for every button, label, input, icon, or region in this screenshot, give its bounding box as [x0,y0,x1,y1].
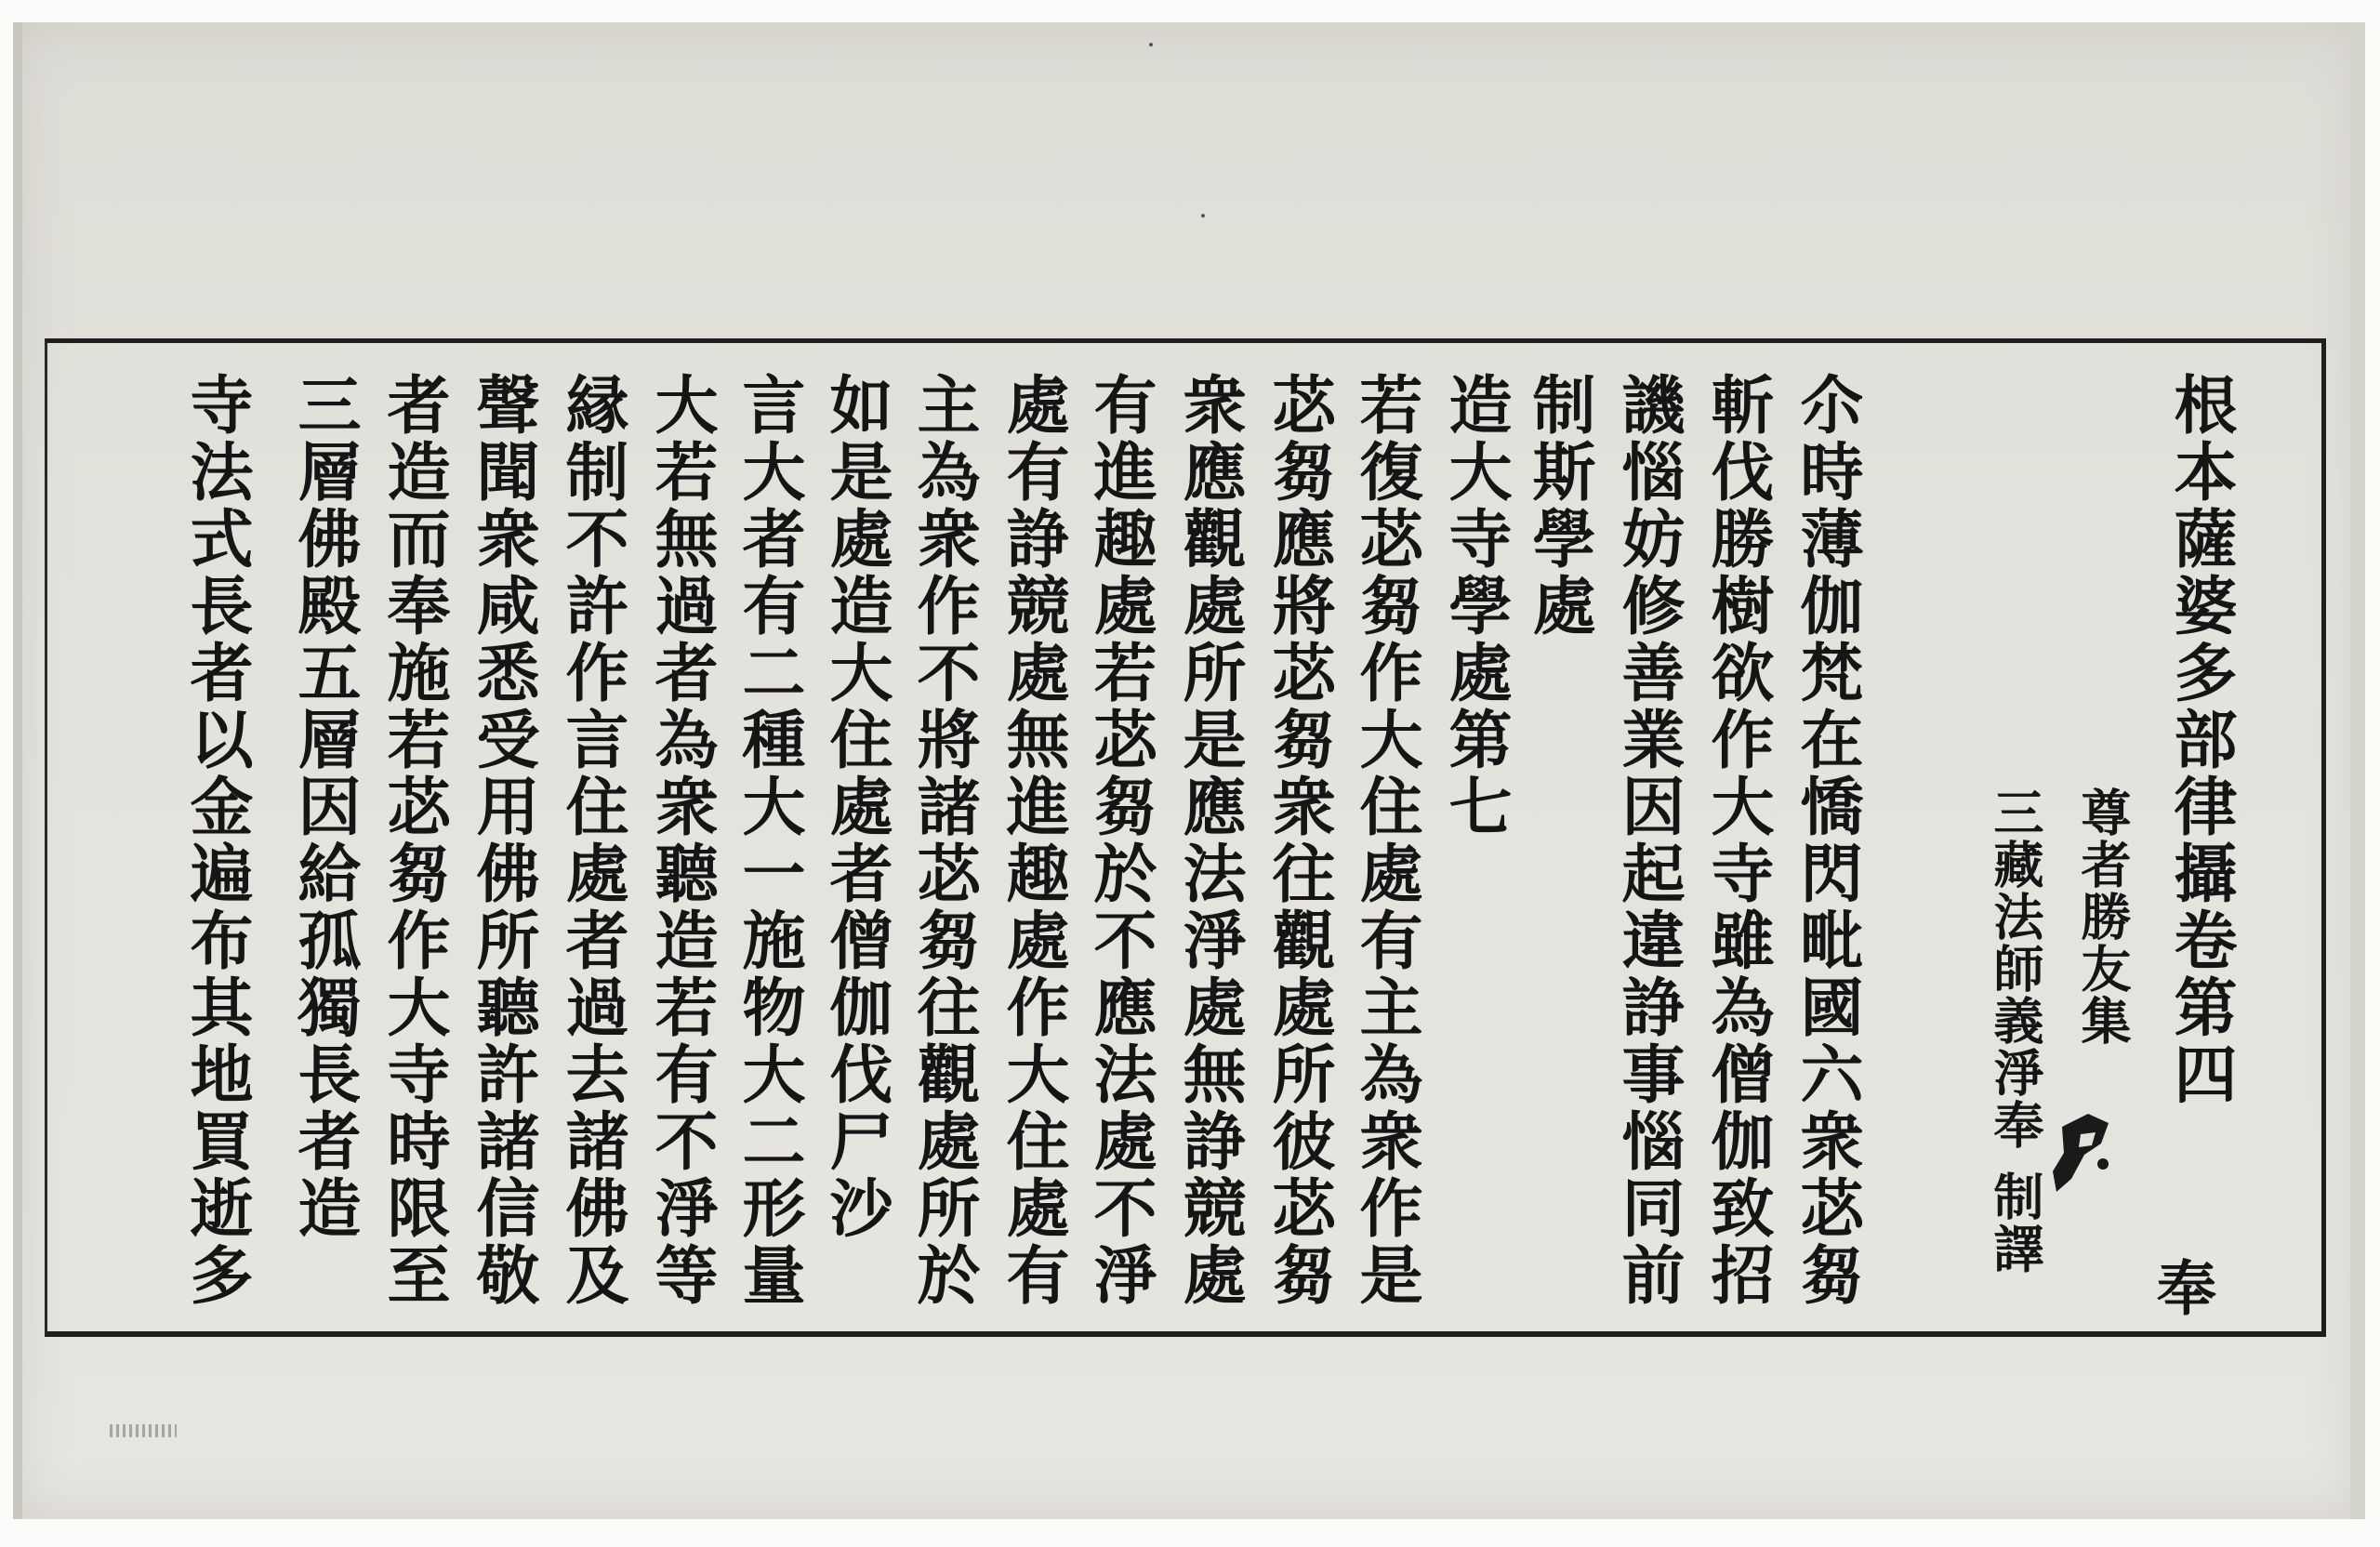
text-column-15: 聲聞衆咸悉受用佛所聽許諸信敬 [466,372,540,1309]
closing-character: 奉 [2147,1257,2216,1316]
section-heading-column: 造大寺學處第七 [1438,372,1513,840]
text-column-12: 言大者有二種大一施物大二形量 [732,372,806,1309]
text-column-4: 制斯學處 [1522,372,1596,640]
text-column-14: 縁制不許作言住處者過去諸佛及 [555,372,629,1309]
seal-mark [2043,1106,2120,1199]
ink-smudge [110,1424,177,1437]
text-column-3: 譏惱妨修善業因起違諍事惱同前 [1611,372,1686,1309]
paper-left-edge [13,22,22,1519]
title-column: 根本薩婆多部律攝卷第四 [2163,372,2238,1108]
text-column-16: 者造而奉施若苾芻作大寺時限至 [377,372,451,1309]
text-column-13: 大若無過者為衆聽造若有不淨等 [644,372,719,1309]
text-column-9: 處有諍競處無進趣處作大住處有 [996,372,1070,1309]
text-column-7: 衆應觀處所是應法淨處無諍競處 [1172,372,1247,1309]
text-column-17: 三層佛殿五層因給孤獨長者造 [287,372,362,1242]
author-column: 尊者勝友集 [2073,787,2133,1047]
text-column-11: 如是處造大住處者僧伽伐尸沙 [819,372,893,1242]
translator-column: 三藏法師義淨奉 制譯 [1986,787,2045,1275]
text-column-1: 尒時薄伽梵在憍閃毗國六衆苾芻 [1790,372,1864,1309]
text-column-8: 有進趣處若苾芻於不應法處不淨 [1083,372,1157,1309]
paper-right-edge [2350,22,2365,1519]
text-column-6: 苾芻應將苾芻衆往觀處所彼苾芻 [1262,372,1336,1309]
paper-speck [1149,43,1153,46]
paper-speck [1201,214,1205,218]
text-column-18: 寺法式長者以金遍布其地買逝多 [179,372,254,1309]
text-column-10: 主為衆作不將諸苾芻往觀處所於 [906,372,981,1309]
text-column-2: 斬伐勝樹欲作大寺雖為僧伽致招 [1700,372,1775,1309]
text-column-5: 若復苾芻作大住處有主為衆作是 [1349,372,1423,1309]
